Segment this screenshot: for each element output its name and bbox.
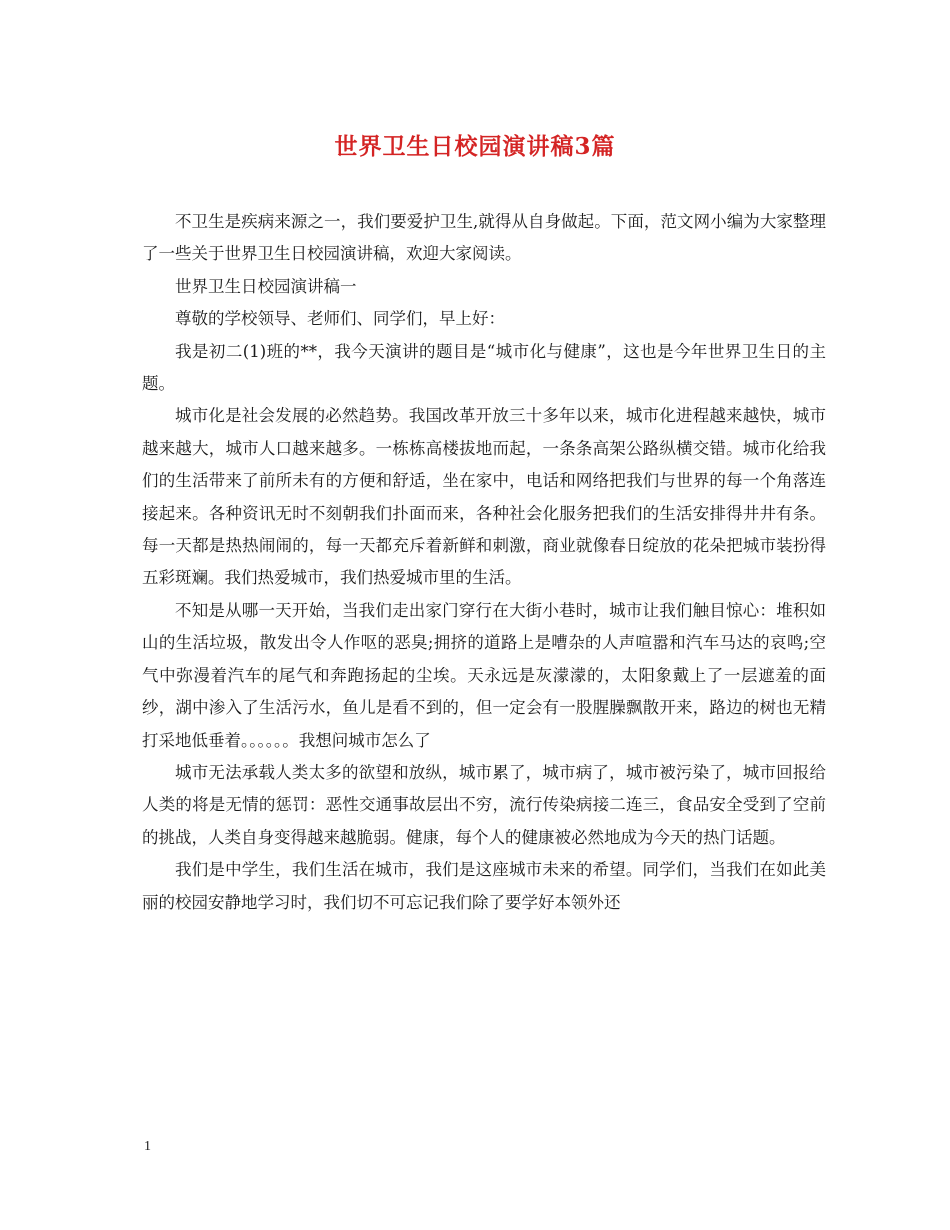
paragraph-urbanization: 城市化是社会发展的必然趋势。我国改革开放三十多年以来，城市化进程越来越快，城市越来越大，城市人口越来越多。一栋栋高楼拔地而起，一条条高架公路纵横交错。城市化给我们的生活带来了前所未有的方便和舒适，坐在家中，电话和网络把我们与世界的每一个角落连接起来。各种资讯无时不刻朝我们扑面而来，各种社会化服务把我们的生活安排得井井有条。每一天都是热热闹闹的，每一天都充斥着新鲜和刺激，商业就像春日绽放的花朵把城市装扮得五彩斑斓。我们热爱城市，我们热爱城市里的生活。 (142, 406, 826, 588)
paragraph-city-burden: 城市无法承载人类太多的欲望和放纵，城市累了，城市病了，城市被污染了，城市回报给人类的将是无情的惩罚：恶性交通事故层出不穷，流行传染病接二连三，食品安全受到了空前的挑战，人类自身变得越来越脆弱。健康，每个人的健康被必然地成为今天的热门话题。 (142, 762, 826, 847)
paragraph-speaker-intro: 我是初二(1)班的**，我今天演讲的题目是“城市化与健康”，这也是今年世界卫生日的主题。 (142, 341, 826, 394)
document-body (142, 206, 826, 919)
page-number: 1 (144, 1139, 151, 1154)
paragraph-greeting: 尊敬的学校领导、老师们、同学们，早上好： (175, 309, 505, 329)
document-title: 世界卫生日校园演讲稿3篇 (334, 133, 616, 160)
paragraph-pollution: 不知是从哪一天开始，当我们走出家门穿行在大街小巷时，城市让我们触目惊心：堆积如山的生活垃圾，散发出令人作呕的恶臭;拥挤的道路上是嘈杂的人声喧嚣和汽车马达的哀鸣;空气中弥漫着汽车的尾气和奔跑扬起的尘埃。天永远是灰濛濛的，太阳象戴上了一层遮羞的面纱，湖中渗入了生活污水，鱼儿是看不到的，但一定会有一股腥臊飘散开来，路边的树也无精打采地低垂着。。。。。。我想问城市怎么了 (142, 600, 826, 750)
paragraph-students: 我们是中学生，我们生活在城市，我们是这座城市未来的希望。同学们，当我们在如此美丽的校园安静地学习时，我们切不可忘记我们除了要学好本领外还 (142, 860, 826, 912)
paragraph-intro: 不卫生是疾病来源之一，我们要爱护卫生,就得从自身做起。下面，范文网小编为大家整理了一些关于世界卫生日校园演讲稿，欢迎大家阅读。 (142, 212, 826, 264)
paragraph-section-heading: 世界卫生日校园演讲稿一 (175, 276, 357, 296)
